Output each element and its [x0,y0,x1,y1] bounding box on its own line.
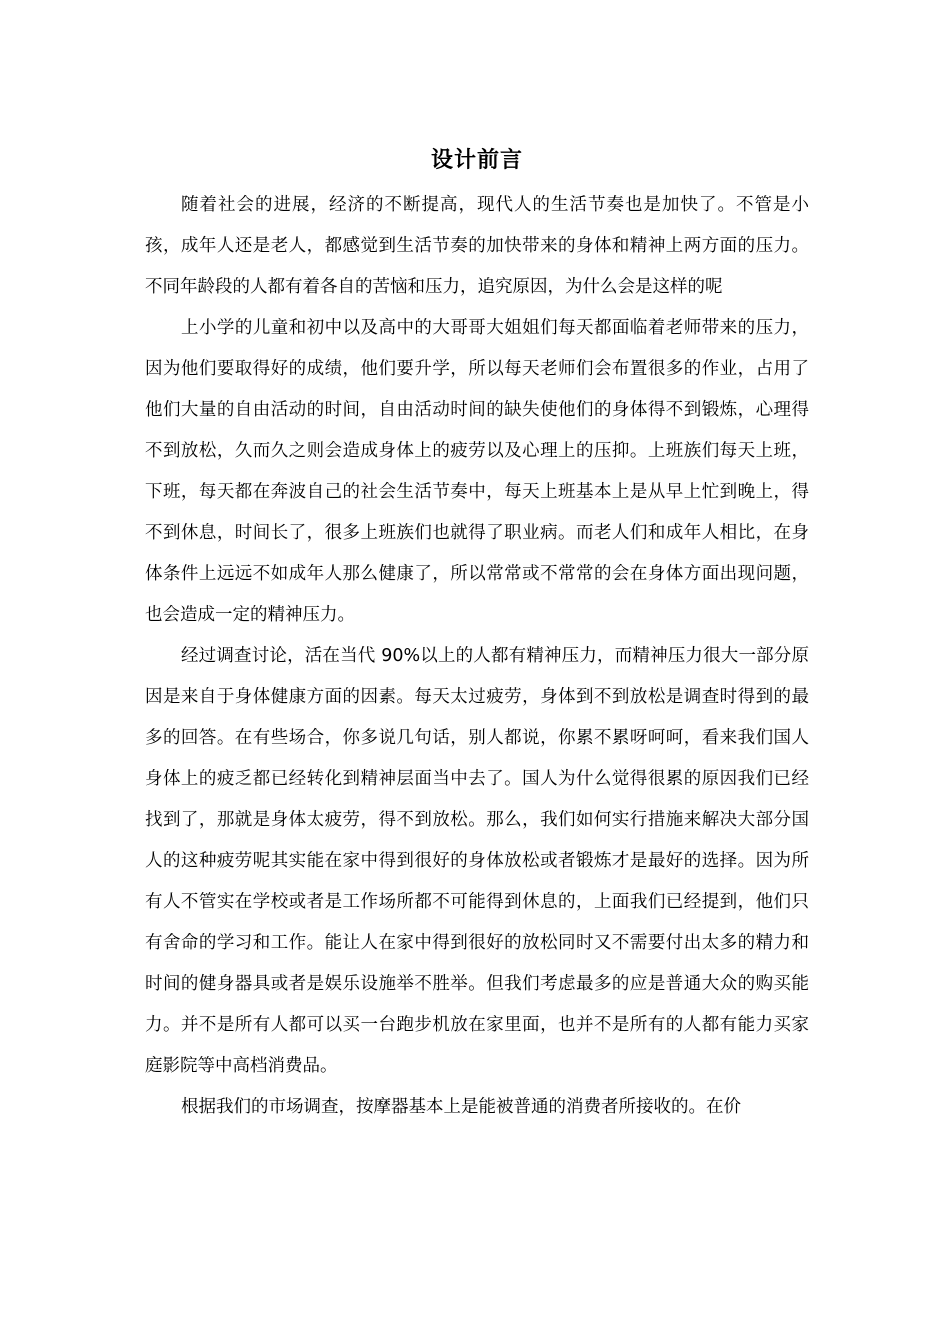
document-body [145,143,809,1128]
paragraph-1: 随着社会的进展，经济的不断提高，现代人的生活节奏也是加快了。不管是小孩，成年人还是老人，都感觉到生活节奏的加快带来的身体和精神上两方面的压力。不同年龄段的人都有着各自的苦恼和压力，追究原因，为什么会是这样的呢 [145,195,809,297]
paragraph-4: 根据我们的市场调查，按摩器基本上是能被普通的消费者所接收的。在价 [181,1097,741,1117]
paragraph-3: 经过调查讨论，活在当代 90%以上的人都有精神压力，而精神压力很大一部分原因是来自于身体健康方面的因素。每天太过疲劳，身体到不到放松是调查时得到的最多的回答。在有些场合，你多说几句话，别人都说，你累不累呀呵呵，看来我们国人身体上的疲乏都已经转化到精神层面当中去了。国人为什么觉得很累的原因我们已经找到了，那就是身体太疲劳，得不到放松。那么，我们如何实行措施来解决大部分国人的这种疲劳呢其实能在家中得到很好的身体放松或者锻炼才是最好的选择。因为所有人不管实在学校或者是工作场所都不可能得到休息的，上面我们已经提到，他们只有舍命的学习和工作。能让人在家中得到很好的放松同时又不需要付出太多的精力和时间的健身器具或者是娱乐设施举不胜举。但我们考虑最多的应是普通大众的购买能力。并不是所有人都可以买一台跑步机放在家里面，也并不是所有的人都有能力买家庭影院等中高档消费品。 [145,646,809,1076]
document-title: 设计前言 [430,148,523,173]
paragraph-2: 上小学的儿童和初中以及高中的大哥哥大姐姐们每天都面临着老师带来的压力，因为他们要取得好的成绩，他们要升学，所以每天老师们会布置很多的作业，占用了他们大量的自由活动的时间，自由活动时间的缺失使他们的身体得不到锻炼，心理得不到放松，久而久之则会造成身体上的疲劳以及心理上的压抑。上班族们每天上班，下班，每天都在奔波自己的社会生活节奏中，每天上班基本上是从早上忙到晚上，得不到休息，时间长了，很多上班族们也就得了职业病。而老人们和成年人相比，在身体条件上远远不如成年人那么健康了，所以常常或不常常的会在身体方面出现问题，也会造成一定的精神压力。 [145,318,809,625]
